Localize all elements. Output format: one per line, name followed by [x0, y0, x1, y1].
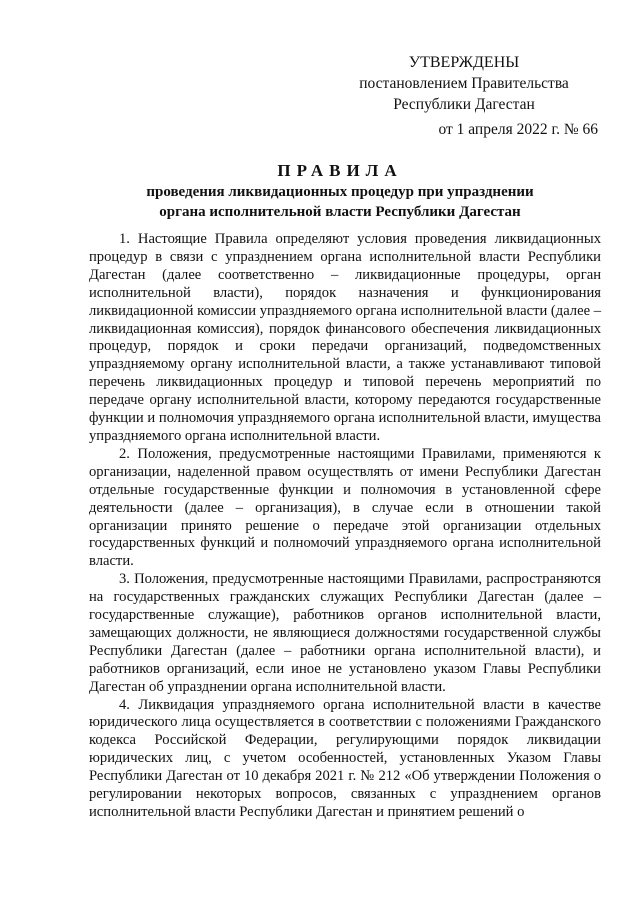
approval-heading: УТВЕРЖДЕНЫ: [408, 54, 520, 71]
paragraph-2: 2. Положения, предусмотренные настоящими Правилами, применяются к организации, наделенной правом осуществлять от имени Республики Дагестан отдельные государственные функции и полномочия в установленной сфере деятельности (далее – организация), в случае если в отношении такой организации принято решение о передаче этой организации отдельных государственных функций и полномочий упраздняемого органа исполнительной власти.: [89, 445, 601, 570]
document-title: [80, 160, 600, 222]
approval-line-2: Республики Дагестан: [393, 96, 535, 113]
paragraph-4: 4. Ликвидация упраздняемого органа исполнительной власти в качестве юридического лица осуществляется в соответствии с положениями Гражданского кодекса Российской Федерации, регулирующими порядок ликвидации юридических лиц, с учетом особенностей, установленных Указом Главы Республики Дагестан от 10 декабря 2021 г. № 212 «Об утверждении Положения о регулировании некоторых вопросов, связанных с упразднением органов исполнительной власти Республики Дагестан и принятием решений о: [89, 696, 601, 820]
title-line-2: органа исполнительной власти Республики Дагестан: [159, 204, 521, 220]
paragraph-1: 1. Настоящие Правила определяют условия проведения ликвидационных процедур в связи с упразднением органа исполнительной власти Республики Дагестан (далее соответственно – ликвидационные процедуры, орган исполнительной власти), порядок назначения и функционирования ликвидационной комиссии упраздняемого органа исполнительной власти (далее – ликвидационная комиссия), порядок финансового обеспечения ликвидационных процедур, порядок и сроки передачи организаций, подведомственных упраздняемому органу исполнительной власти, а также устанавливают типовой перечень ликвидационных процедур и типовой перечень мероприятий по передаче органу исполнительной власти, которому передаются государственные функции и полномочия упраздняемого органа исполнительной власти, имущества упраздняемого органа исполнительной власти.: [89, 231, 601, 444]
approval-date: от 1 апреля 2022 г. № 66: [438, 121, 598, 138]
approval-block: [330, 52, 598, 140]
title-main: ПРАВИЛА: [277, 161, 403, 180]
title-line-1: проведения ликвидационных процедур при упразднении: [146, 184, 534, 200]
document-body: [89, 231, 601, 822]
paragraph-3: 3. Положения, предусмотренные настоящими Правилами, распространяются на государственных гражданских служащих Республики Дагестан (далее – государственные служащие), работников органов исполнительной власти, замещающих должности, не являющиеся должностями государственной службы Республики Дагестан (далее – работники органа исполнительной власти), и работников организаций, если иное не установлено указом Главы Республики Дагестан об упразднении органа исполнительной власти.: [89, 571, 601, 695]
approval-line-1: постановлением Правительства: [359, 75, 569, 92]
